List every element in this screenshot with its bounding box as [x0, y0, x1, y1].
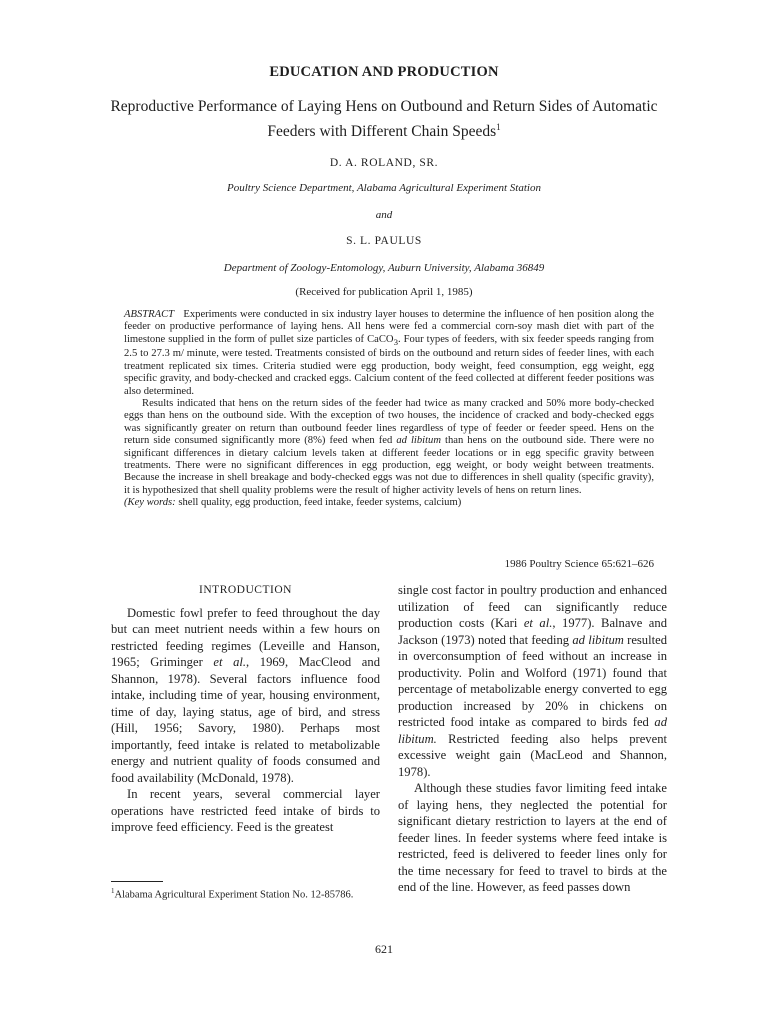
abstract-text-1b: . Four types of feeders, with six feeder speeds ranging from 2.5 to 27.3 m/ minute, were tested. Treatments consisted of birds on the outbound and return sides of feeder lines, with each treatment replicated six times. Criteria studied were egg production, body weight, feed consumption, egg weight, egg specific gravity, and body-checked and cracked eggs. Calcium content of the feed collected at different feeder positions was also determined.	[124, 333, 654, 397]
abstract-paragraph-1	[124, 309, 654, 398]
intro-text-3b: , 1977). Balnave and Jackson (1973) noted that feeding	[398, 616, 667, 647]
received-date: (Received for publication April 1, 1985)	[295, 286, 473, 298]
intro-paragraph-3	[398, 582, 667, 780]
abstract-subscript: 3	[393, 336, 398, 347]
journal-citation: 1986 Poultry Science 65:621–626	[504, 558, 654, 570]
introduction-heading: INTRODUCTION	[199, 584, 292, 596]
intro-etal: et al.	[213, 655, 247, 669]
footnote-text: Alabama Agricultural Experiment Station No. 12-85786.	[114, 889, 354, 901]
abstract	[124, 309, 654, 510]
intro-paragraph-1	[111, 605, 380, 787]
intro-etal-2: et al.	[523, 616, 553, 630]
intro-ad-libitum: ad libitum	[572, 632, 624, 647]
author-2: S. L. PAULUS	[346, 235, 422, 247]
intro-ad-libitum-2: ad libitum.	[398, 715, 667, 746]
abstract-ad-libitum: ad libitum	[396, 435, 441, 447]
intro-text-3c: resulted in overconsumption of feed without an increase in productivity. Polin and Wolford (1971) found that percentage of metabolizable energy converted to egg production increased by 20% in chickens on restricted food intake as compared to birds fed	[398, 632, 667, 729]
abstract-text-2b: than hens on the outbound side. There were no significant differences in dietary calcium levels taken at different feeder locations or in egg specific gravity between treatments. There were no significant differences in egg production, egg weight, or body weight between treatments. Because the increase in shell breakage and body-checked eggs was not due to differences in shell quality (specific gravity), it is hypothesized that shell quality problems were the result of higher activity levels of hens on return lines.	[124, 435, 654, 496]
footnote	[111, 884, 380, 903]
intro-text-3d: Restricted feeding also helps prevent excessive weight gain (MacLeod and Shannon, 1978).	[398, 731, 667, 779]
left-column	[111, 580, 380, 836]
intro-text-1a: Domestic fowl prefer to feed throughout the day but can meet nutrient needs within a few hours on restricted feeding regimes (Leveille and Hanson, 1965; Griminger	[111, 605, 380, 669]
affiliation-1: Poultry Science Department, Alabama Agricultural Experiment Station	[227, 182, 541, 194]
author-1: D. A. ROLAND, SR.	[329, 157, 439, 169]
abstract-paragraph-2	[124, 398, 654, 497]
page-number: 621	[375, 942, 393, 956]
intro-text-3a: single cost factor in poultry production and enhanced utilization of feed can significantly reduce production costs (Kari	[398, 583, 667, 630]
title-text: Reproductive Performance of Laying Hens on Outbound and Return Sides of Automatic Feeders with Different Chain Speeds	[110, 98, 658, 141]
affiliation-2: Department of Zoology-Entomology, Auburn University, Alabama 36849	[223, 262, 545, 274]
intro-paragraph-2: In recent years, several commercial layer operations have restricted feed intake of birds to improve feed efficiency. Feed is the greatest	[111, 787, 380, 834]
abstract-text-2a: Results indicated that hens on the return sides of the feeder had twice as many cracked and 50% more body-checked eggs than hens on the outbound side. With the exception of two houses, the incidence of cracked and body-checked eggs was significantly greater on return than outbound feeder lines regardless of type of feeder or feeder speed. Hens on the return side consumed significantly more (8%) feed when fed	[124, 397, 654, 447]
abstract-label: ABSTRACT	[124, 309, 175, 320]
title-footnote-mark: 1	[496, 122, 501, 132]
section-heading: EDUCATION AND PRODUCTION	[269, 64, 499, 80]
keywords-text: shell quality, egg production, feed intake, feeder systems, calcium)	[175, 497, 462, 509]
right-column	[398, 582, 667, 896]
footnote-mark: 1	[111, 887, 115, 895]
article-title	[90, 96, 678, 142]
intro-text-1b: , 1969, MacCleod and Shannon, 1978). Several factors influence food intake, including time of year, housing environment, time of day, laying status, age of bird, and stress (Hill, 1956; Savory, 1980). Perhaps most importantly, feed intake is related to metabolizable energy and nutrient quality of foods consumed and food availability (McDonald, 1978).	[111, 655, 380, 785]
footnote-rule	[111, 881, 163, 882]
intro-paragraph-4: Although these studies favor limiting feed intake of laying hens, they neglected the potential for significant dietary restriction to layers at the end of feeder lines. In feeder systems where feed intake is restricted, feed is delivered to feeder lines only for the time necessary for feed to travel to birds at the end of the line. However, as feed passes down	[398, 781, 667, 894]
and-connector: and	[375, 209, 393, 221]
keywords-label: (Key words:	[124, 497, 176, 509]
abstract-text-1a: Experiments were conducted in six industry layer houses to determine the influence of hen position along the feeder on productive performance of laying hens. All hens were fed a commercial corn-soy mash diet with part of the limestone supplied in the form of pullet size particles of CaCO	[124, 309, 654, 345]
abstract-keywords	[124, 497, 654, 509]
